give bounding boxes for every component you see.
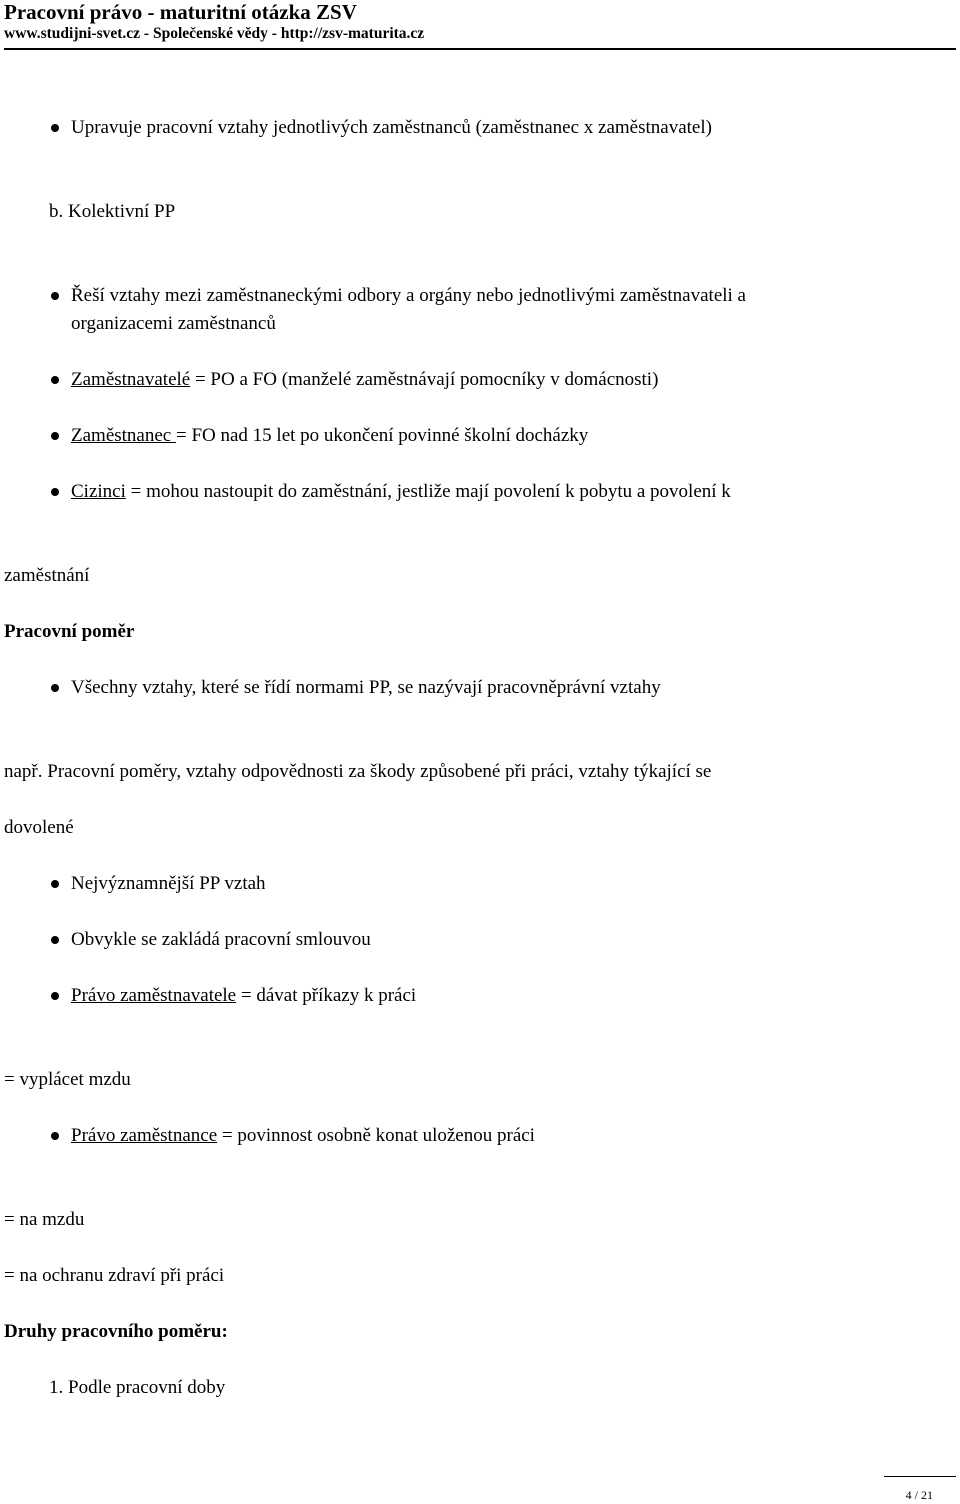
section-heading: Druhy pracovního poměru: (4, 1321, 228, 1342)
bullet-icon (51, 292, 59, 300)
numbered-item: 1. Podle pracovní doby (49, 1377, 226, 1398)
paragraph-text: = vyplácet mzdu (4, 1069, 131, 1090)
list-item (71, 1123, 535, 1149)
term-link[interactable]: Zaměstnavatelé (71, 369, 191, 390)
term-link[interactable]: Cizinci (71, 481, 126, 502)
document-subtitle: www.studijni-svet.cz - Společenské vědy - http://zsv-maturita.cz (4, 25, 425, 42)
bullet-icon (51, 992, 59, 1000)
definition-text: = FO nad 15 let po ukončení povinné školní docházky (175, 425, 589, 446)
page-number: 4 / 21 (905, 1488, 933, 1502)
bullet-icon (51, 684, 59, 692)
section-heading: b. Kolektivní PP (49, 201, 176, 222)
bullet-icon (51, 124, 59, 132)
list-item (71, 983, 416, 1009)
bullet-icon (51, 432, 59, 440)
paragraph-text: např. Pracovní poměry, vztahy odpovědnosti za škody způsobené při práci, vztahy týkající se (4, 761, 712, 782)
term-link[interactable]: Zaměstnanec (71, 425, 176, 446)
bullet-icon (51, 1132, 59, 1140)
paragraph-text: zaměstnání (4, 565, 90, 586)
paragraph-text: dovolené (4, 817, 74, 838)
list-item: Nejvýznamnější PP vztah (71, 873, 266, 894)
definition-text: = dávat příkazy k práci (236, 985, 417, 1006)
term-link[interactable]: Právo zaměstnance (71, 1125, 218, 1146)
definition-text: = PO a FO (manželé zaměstnávají pomocníky v domácnosti) (190, 369, 659, 390)
list-item (71, 479, 731, 505)
list-item: Řeší vztahy mezi zaměstnaneckými odbory a orgány nebo jednotlivými zaměstnavateli a (71, 285, 746, 306)
footer-divider (884, 1476, 956, 1477)
list-item-continuation: organizacemi zaměstnanců (71, 313, 276, 334)
list-item: Upravuje pracovní vztahy jednotlivých zaměstnanců (zaměstnanec x zaměstnavatel) (71, 117, 712, 138)
bullet-icon (51, 880, 59, 888)
paragraph-text: = na ochranu zdraví při práci (4, 1265, 225, 1286)
term-link[interactable]: Právo zaměstnavatele (71, 985, 237, 1006)
definition-text: = mohou nastoupit do zaměstnání, jestliže mají povolení k pobytu a povolení k (125, 481, 731, 502)
header-divider (4, 48, 956, 50)
document-title: Pracovní právo - maturitní otázka ZSV (4, 0, 357, 24)
paragraph-text: = na mzdu (4, 1209, 85, 1230)
page-header (4, 0, 956, 46)
definition-text: = povinnost osobně konat uloženou práci (217, 1125, 535, 1146)
section-heading: Pracovní poměr (4, 621, 135, 642)
list-item: Obvykle se zakládá pracovní smlouvou (71, 929, 371, 950)
bullet-icon (51, 488, 59, 496)
list-item (71, 423, 588, 449)
bullet-icon (51, 936, 59, 944)
list-item (71, 367, 658, 393)
list-item: Všechny vztahy, které se řídí normami PP, se nazývají pracovněprávní vztahy (71, 677, 661, 698)
bullet-icon (51, 376, 59, 384)
